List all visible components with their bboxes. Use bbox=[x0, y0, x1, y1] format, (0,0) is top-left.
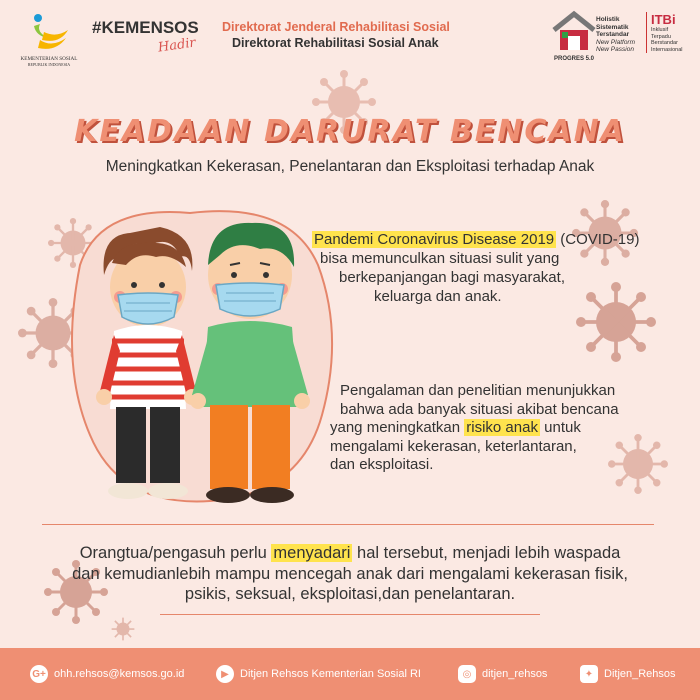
para2-line1: Pengalaman dan penelitian menunjukkan bbox=[340, 382, 616, 399]
page-subtitle: Meningkatkan Kekerasan, Penelantaran dan Eksploitasi terhadap Anak bbox=[105, 158, 595, 175]
covid-label: (COVID-19) bbox=[556, 231, 640, 248]
page-title: KEADAAN DARURAT BENCANA bbox=[74, 114, 626, 149]
instagram-icon: ◎ bbox=[458, 665, 476, 683]
para3-line1 bbox=[0, 543, 700, 564]
para2-line3-before: yang meningkatkan bbox=[330, 419, 465, 436]
para3-line3: psikis, seksual, eksploitasi,dan penelantaran. bbox=[184, 585, 516, 603]
kemensos-logo bbox=[12, 8, 86, 72]
holistik-italic: New Platform bbox=[596, 38, 636, 46]
divider-bottom bbox=[160, 614, 540, 615]
header bbox=[0, 0, 700, 80]
kemensos-label: KEMENTERIAN SOSIAL bbox=[20, 56, 78, 62]
footer bbox=[0, 648, 700, 700]
holistik-text bbox=[596, 16, 635, 54]
para3-line1-after: hal tersebut, menjadi lebih waspada bbox=[352, 544, 621, 562]
footer-email[interactable] bbox=[30, 663, 184, 685]
progres-logo bbox=[548, 8, 600, 74]
itbi-line: Berstandar bbox=[651, 40, 678, 46]
holistik-line: Sistematik bbox=[596, 23, 629, 31]
progres-label: PROGRES 5.0 bbox=[553, 56, 594, 62]
para3-line2: dan kemudianlebih mampu mencegah anak dari mengalami kekerasan fisik, bbox=[72, 564, 628, 583]
footer-email-text: ohh.rehsos@kemsos.go.id bbox=[54, 668, 185, 680]
highlight-pandemi: Pandemi Coronavirus Disease 2019 bbox=[314, 231, 555, 248]
divider-top bbox=[42, 524, 654, 525]
itbi-logo bbox=[646, 12, 683, 53]
house-icon bbox=[548, 8, 600, 54]
kemensos-sublabel: REPUBLIK INDONESIA bbox=[27, 62, 71, 67]
para1-line1 bbox=[312, 230, 692, 249]
email-icon: G+ bbox=[30, 665, 48, 683]
itbi-title: ITBi bbox=[651, 12, 676, 27]
directorate: Direktorat Rehabilitasi Sosial Anak bbox=[232, 36, 439, 50]
para2-line4: mengalami kekerasan, keterlantaran, bbox=[330, 437, 577, 455]
itbi-line: Internasional bbox=[651, 46, 683, 53]
paragraph-covid bbox=[312, 230, 692, 306]
children-illustration bbox=[60, 195, 350, 515]
holistik-line: Holistik bbox=[596, 16, 620, 23]
holistik-line: Terstandar bbox=[596, 31, 630, 38]
para2-line2: bahwa ada banyak situasi akibat bencana bbox=[340, 400, 619, 418]
highlight-menyadari: menyadari bbox=[273, 544, 351, 562]
para3-line1-before: Orangtua/pengasuh perlu bbox=[79, 544, 272, 562]
para1-line4: keluarga dan anak. bbox=[374, 288, 502, 305]
footer-twitter[interactable] bbox=[580, 663, 676, 685]
paragraph-parents bbox=[0, 543, 700, 605]
twitter-icon: ✦ bbox=[580, 665, 598, 683]
footer-twitter-text: Ditjen_Rehsos bbox=[604, 668, 676, 680]
para2-line3 bbox=[330, 419, 690, 438]
para2-line5: dan eksploitasi. bbox=[330, 456, 434, 473]
para1-line2: bisa memunculkan situasi sulit yang bbox=[320, 250, 560, 267]
youtube-icon: ▶ bbox=[216, 665, 234, 683]
paragraph-risk bbox=[330, 382, 690, 475]
itbi-line: Terpadu bbox=[651, 33, 671, 40]
hadir-script: Hadir bbox=[157, 35, 197, 56]
para2-line3-after: untuk bbox=[539, 419, 581, 436]
directorate-general: Direktorat Jenderal Rehabilitasi Sosial bbox=[222, 20, 450, 34]
footer-youtube-text: Ditjen Rehsos Kementerian Sosial RI bbox=[240, 668, 421, 680]
footer-instagram-text: ditjen_rehsos bbox=[482, 668, 548, 680]
footer-instagram[interactable] bbox=[458, 663, 547, 685]
footer-youtube[interactable] bbox=[216, 663, 421, 685]
holistik-italic: New Passion bbox=[596, 46, 634, 53]
para1-line3: berkepanjangan bagi masyarakat, bbox=[339, 269, 565, 286]
highlight-risiko: risiko anak bbox=[466, 419, 538, 436]
hashtag: #KEMENSOS bbox=[92, 18, 199, 37]
virus-icon bbox=[110, 616, 136, 642]
itbi-line: Inklusif bbox=[651, 27, 669, 33]
